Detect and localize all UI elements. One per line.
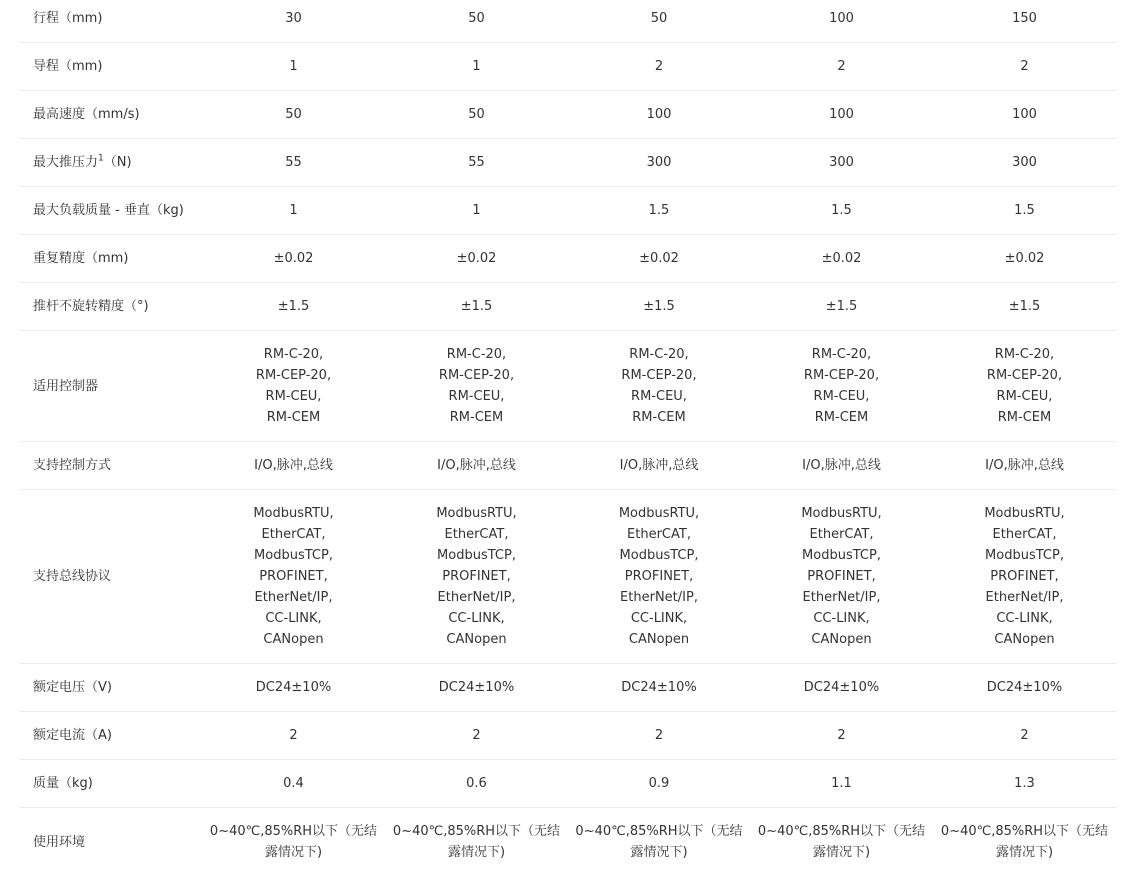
spec-value: 2 (837, 59, 846, 74)
spec-value: 0~40℃,85%RH以下（无结露情况下) (757, 824, 926, 860)
spec-label: 额定电压（V) (33, 680, 112, 695)
spec-value: I/O,脉冲,总线 (437, 458, 516, 473)
spec-value-cell (202, 664, 385, 712)
spec-row (20, 0, 1116, 43)
spec-value-cell (933, 442, 1116, 490)
spec-value: 1 (472, 59, 481, 74)
spec-value-cell (933, 283, 1116, 331)
spec-value: 0~40℃,85%RH以下（无结露情况下) (392, 824, 561, 860)
spec-label-cell (20, 139, 202, 187)
spec-value: RM-C-20, RM-CEP-20, RM-CEU, RM-CEM (803, 347, 880, 425)
spec-value: 1.5 (1014, 203, 1035, 218)
spec-value-cell (568, 760, 750, 808)
spec-value-cell (385, 235, 568, 283)
footnote-marker: 1 (98, 153, 104, 164)
spec-value: 0~40℃,85%RH以下（无结露情况下) (209, 824, 378, 860)
spec-value-cell (385, 808, 568, 877)
spec-value: 2 (289, 728, 298, 743)
spec-value: 150 (1012, 11, 1037, 26)
spec-value: 0~40℃,85%RH以下（无结露情况下) (940, 824, 1109, 860)
spec-value: 100 (829, 107, 854, 122)
spec-value-cell (202, 91, 385, 139)
spec-row (20, 331, 1116, 442)
spec-value-cell (568, 712, 750, 760)
spec-value: I/O,脉冲,总线 (254, 458, 333, 473)
spec-row (20, 283, 1116, 331)
spec-value: 2 (472, 728, 481, 743)
spec-value: 2 (654, 59, 664, 74)
spec-label-cell (20, 442, 202, 490)
spec-value: RM-C-20, RM-CEP-20, RM-CEU, RM-CEM (986, 347, 1063, 425)
spec-value: ±0.02 (639, 251, 679, 266)
spec-value: RM-C-20, RM-CEP-20, RM-CEU, RM-CEM (438, 347, 515, 425)
spec-label: 最高速度（mm/s) (33, 107, 140, 122)
spec-value-cell (750, 43, 933, 91)
spec-value-cell (568, 91, 750, 139)
spec-label: 最大负载质量 - 垂直（kg) (33, 203, 184, 218)
spec-value: 1.5 (831, 203, 852, 218)
spec-value-cell (568, 139, 750, 187)
spec-value-cell (202, 808, 385, 877)
spec-value: ±0.02 (273, 251, 314, 266)
spec-label-cell (20, 490, 202, 664)
spec-value: DC24±10% (255, 680, 332, 695)
spec-value: 2 (1020, 728, 1029, 743)
spec-value-cell (750, 283, 933, 331)
spec-value: I/O,脉冲,总线 (985, 458, 1064, 473)
spec-value-cell (750, 91, 933, 139)
spec-value: DC24±10% (986, 680, 1063, 695)
spec-value: ModbusRTU, EtherCAT, ModbusTCP, PROFINET, EtherNet/IP, CC-LINK, CANopen (253, 506, 334, 647)
spec-label: 使用环境 (33, 834, 86, 850)
spec-value-cell (750, 760, 933, 808)
spec-row (20, 760, 1116, 808)
spec-value: ±1.5 (1008, 299, 1041, 314)
spec-value: DC24±10% (803, 680, 880, 695)
spec-value-cell (385, 0, 568, 43)
spec-value: ModbusRTU, EtherCAT, ModbusTCP, PROFINET, EtherNet/IP, CC-LINK, CANopen (618, 506, 700, 647)
spec-value-cell (750, 331, 933, 442)
spec-row (20, 187, 1116, 235)
spec-value-cell (385, 187, 568, 235)
spec-value: 0.4 (283, 776, 304, 791)
spec-value: 0.9 (648, 776, 670, 791)
spec-value-cell (750, 808, 933, 877)
spec-value-cell (750, 490, 933, 664)
spec-value-cell (568, 235, 750, 283)
spec-value-cell (933, 331, 1116, 442)
spec-row (20, 442, 1116, 490)
spec-value-cell (750, 139, 933, 187)
spec-row (20, 91, 1116, 139)
spec-value-cell (568, 490, 750, 664)
spec-value: ModbusRTU, EtherCAT, ModbusTCP, PROFINET, EtherNet/IP, CC-LINK, CANopen (801, 506, 882, 647)
spec-value: 55 (468, 155, 485, 170)
spec-row (20, 808, 1116, 877)
spec-label: 支持控制方式 (33, 458, 112, 473)
spec-label-cell (20, 283, 202, 331)
spec-value: 0.6 (466, 776, 487, 791)
spec-label-cell (20, 331, 202, 442)
spec-label: 支持总线协议 (33, 569, 112, 584)
spec-value-cell (750, 235, 933, 283)
spec-value-cell (385, 139, 568, 187)
spec-value-cell (202, 712, 385, 760)
spec-value: ±1.5 (277, 299, 310, 314)
spec-value: ±0.02 (821, 251, 862, 266)
spec-label-cell (20, 0, 202, 43)
spec-value: RM-C-20, RM-CEP-20, RM-CEU, RM-CEM (255, 347, 332, 425)
spec-value: DC24±10% (438, 680, 515, 695)
spec-value: 100 (1012, 107, 1037, 122)
spec-value: 1 (289, 203, 298, 218)
spec-row (20, 43, 1116, 91)
spec-label: 额定电流（A) (33, 728, 112, 743)
spec-value-cell (568, 664, 750, 712)
spec-value-cell (933, 664, 1116, 712)
spec-table (20, 0, 1116, 876)
spec-label-cell (20, 808, 202, 877)
spec-value-cell (385, 712, 568, 760)
spec-value-cell (933, 91, 1116, 139)
spec-label: 重复精度（mm) (33, 251, 129, 266)
spec-value: 2 (654, 728, 664, 743)
spec-value-cell (568, 0, 750, 43)
spec-value: 0~40℃,85%RH以下（无结露情况下) (575, 824, 743, 860)
spec-label-cell (20, 91, 202, 139)
spec-value-cell (385, 664, 568, 712)
spec-value-cell (202, 331, 385, 442)
spec-value: DC24±10% (621, 680, 697, 695)
spec-label-cell (20, 664, 202, 712)
spec-label: 适用控制器 (33, 378, 99, 394)
spec-value-cell (202, 283, 385, 331)
spec-value: ±0.02 (456, 251, 497, 266)
spec-value: 50 (285, 107, 302, 122)
spec-value: 300 (1012, 155, 1037, 170)
spec-label: 最大推压力 (33, 155, 99, 170)
spec-value-cell (385, 283, 568, 331)
spec-value-cell (933, 187, 1116, 235)
spec-value-cell (568, 808, 750, 877)
spec-label-cell (20, 187, 202, 235)
spec-value: ModbusRTU, EtherCAT, ModbusTCP, PROFINET, EtherNet/IP, CC-LINK, CANopen (984, 506, 1065, 647)
spec-value-cell (933, 808, 1116, 877)
spec-value: 50 (468, 107, 485, 122)
spec-label-cell (20, 235, 202, 283)
spec-value-cell (568, 442, 750, 490)
spec-value-cell (933, 139, 1116, 187)
spec-label-cell (20, 712, 202, 760)
spec-value: 100 (829, 11, 854, 26)
spec-value-cell (933, 760, 1116, 808)
spec-value-cell (933, 0, 1116, 43)
spec-label: 质量（kg) (33, 776, 93, 791)
spec-label: 行程（mm) (33, 11, 103, 26)
spec-value-cell (385, 490, 568, 664)
spec-value-cell (385, 91, 568, 139)
spec-value-cell (202, 235, 385, 283)
spec-value-cell (750, 442, 933, 490)
spec-value-cell (202, 0, 385, 43)
spec-value-cell (202, 139, 385, 187)
spec-label-unit: （N) (103, 155, 132, 170)
spec-label-cell (20, 760, 202, 808)
spec-value: 1.1 (831, 776, 852, 791)
spec-value-cell (568, 43, 750, 91)
spec-value-cell (933, 490, 1116, 664)
spec-value-cell (750, 712, 933, 760)
spec-value-cell (202, 442, 385, 490)
spec-value: 30 (285, 11, 302, 26)
spec-value-cell (933, 712, 1116, 760)
spec-value-cell (568, 283, 750, 331)
spec-value: ±1.5 (825, 299, 858, 314)
spec-row (20, 490, 1116, 664)
spec-value-cell (750, 664, 933, 712)
spec-value: I/O,脉冲,总线 (619, 458, 699, 473)
spec-value-cell (750, 0, 933, 43)
spec-label: 推杆不旋转精度（°) (33, 299, 149, 314)
spec-row (20, 712, 1116, 760)
spec-value-cell (385, 43, 568, 91)
spec-value: 300 (829, 155, 854, 170)
spec-value-cell (202, 43, 385, 91)
spec-value: 50 (468, 11, 485, 26)
spec-value: 1 (472, 203, 481, 218)
spec-value: 2 (837, 728, 846, 743)
spec-value: ±1.5 (460, 299, 493, 314)
spec-value: ±1.5 (643, 299, 675, 314)
spec-row (20, 139, 1116, 187)
spec-value-cell (385, 442, 568, 490)
spec-table-body (20, 0, 1116, 876)
spec-value-cell (202, 760, 385, 808)
spec-value: I/O,脉冲,总线 (802, 458, 881, 473)
spec-label: 导程（mm) (33, 59, 103, 74)
spec-label-cell (20, 43, 202, 91)
spec-value-cell (202, 187, 385, 235)
spec-value: ModbusRTU, EtherCAT, ModbusTCP, PROFINET, EtherNet/IP, CC-LINK, CANopen (436, 506, 517, 647)
spec-row (20, 664, 1116, 712)
spec-value: 50 (650, 11, 668, 26)
spec-value: 100 (646, 107, 672, 122)
spec-value: 2 (1020, 59, 1029, 74)
spec-value: 55 (285, 155, 302, 170)
spec-value-cell (385, 760, 568, 808)
spec-value: 1 (289, 59, 298, 74)
spec-value-cell (933, 235, 1116, 283)
spec-value-cell (568, 187, 750, 235)
spec-row (20, 235, 1116, 283)
spec-value-cell (750, 187, 933, 235)
spec-value-cell (202, 490, 385, 664)
spec-value: 300 (646, 155, 672, 170)
spec-value: 1.3 (1014, 776, 1035, 791)
spec-value-cell (933, 43, 1116, 91)
spec-value: ±0.02 (1004, 251, 1045, 266)
spec-value: 1.5 (648, 203, 670, 218)
spec-value: RM-C-20, RM-CEP-20, RM-CEU, RM-CEM (621, 347, 697, 425)
spec-value-cell (568, 331, 750, 442)
spec-value-cell (385, 331, 568, 442)
